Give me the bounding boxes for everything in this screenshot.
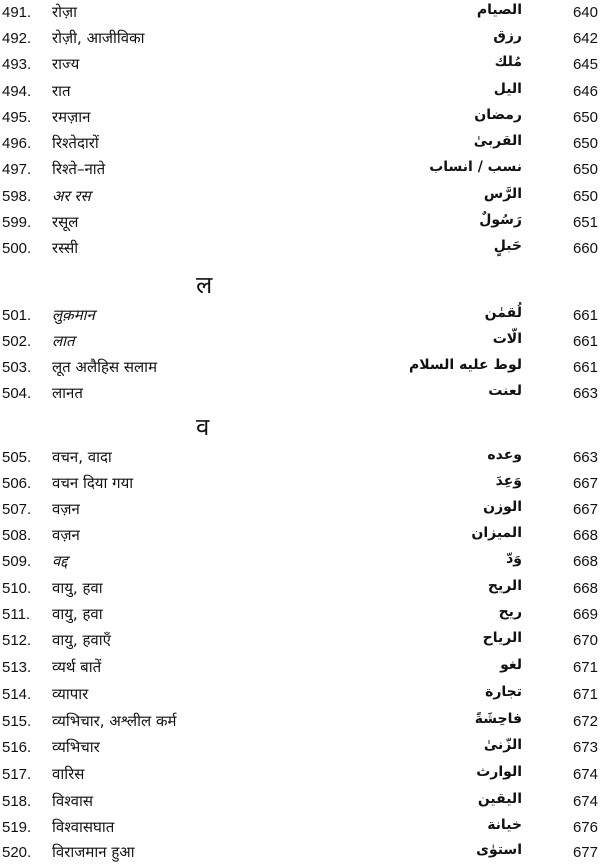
entry-hindi-term: व्यभिचार, अश्लील कर्म	[52, 712, 177, 730]
entry-page-number: 650	[572, 161, 598, 178]
entry-page-number: 667	[572, 501, 598, 518]
entry-arabic-term: القربیٰ	[473, 133, 522, 149]
entry-arabic-term: الیل	[493, 81, 522, 97]
entry-number: 598.	[2, 188, 32, 205]
entry-page-number: 672	[572, 713, 598, 730]
entry-hindi-term: व्यर्थ बातें	[52, 658, 102, 676]
entry-page-number: 667	[572, 475, 598, 492]
entry-hindi-term: लात	[52, 332, 75, 350]
entry-number: 507.	[2, 501, 32, 518]
entry-number: 518.	[2, 793, 32, 810]
entry-hindi-term: राज्य	[52, 55, 80, 73]
entry-row	[0, 133, 600, 159]
entry-arabic-term: الزّنیٰ	[483, 737, 522, 753]
entry-number: 493.	[2, 56, 32, 73]
entry-row	[0, 737, 600, 763]
entry-row	[0, 159, 600, 185]
entry-number: 520.	[2, 844, 32, 861]
entry-number: 505.	[2, 449, 32, 466]
entry-number: 491.	[2, 4, 32, 21]
entry-page-number: 663	[572, 449, 598, 466]
entry-row	[0, 107, 600, 133]
entry-row	[0, 54, 600, 80]
entry-number: 517.	[2, 766, 32, 783]
entry-arabic-term: لوط علیه السلام	[409, 357, 522, 373]
entry-page-number: 677	[572, 844, 598, 861]
entry-arabic-term: لغو	[500, 657, 522, 673]
entry-number: 497.	[2, 161, 32, 178]
entry-page-number: 650	[572, 109, 598, 126]
entry-row	[0, 630, 600, 656]
entry-page-number: 640	[572, 4, 598, 21]
entry-number: 494.	[2, 83, 32, 100]
entry-arabic-term: رزق	[493, 28, 522, 44]
entry-hindi-term: वज़न	[52, 526, 80, 544]
entry-page-number: 676	[572, 819, 598, 836]
entry-row	[0, 817, 600, 843]
entry-row	[0, 2, 600, 28]
entry-hindi-term: रोज़ी, आजीविका	[52, 29, 145, 47]
entry-arabic-term: الریاح	[482, 630, 522, 646]
entry-hindi-term: रसूल	[52, 213, 79, 231]
entry-hindi-term: लुक़मान	[52, 306, 95, 324]
entry-number: 501.	[2, 307, 32, 324]
entry-number: 515.	[2, 713, 32, 730]
entry-number: 492.	[2, 30, 32, 47]
entry-page-number: 646	[572, 83, 598, 100]
entry-row	[0, 238, 600, 264]
entry-row	[0, 657, 600, 683]
entry-number: 506.	[2, 475, 32, 492]
entry-page-number: 661	[572, 307, 598, 324]
entry-row	[0, 764, 600, 790]
entry-number: 504.	[2, 385, 32, 402]
entry-hindi-term: वायु, हवा	[52, 605, 103, 623]
entry-row	[0, 186, 600, 212]
entry-row	[0, 473, 600, 499]
entry-number: 502.	[2, 333, 32, 350]
entry-row	[0, 447, 600, 473]
entry-hindi-term: वद्द	[52, 552, 68, 570]
entry-hindi-term: लूत अलैहिस सलाम	[52, 358, 158, 376]
entry-row	[0, 331, 600, 357]
entry-arabic-term: وعده	[487, 447, 522, 463]
entry-arabic-term: الوزن	[483, 499, 522, 515]
entry-arabic-term: تجارة	[485, 684, 522, 700]
entry-arabic-term: المیزان	[471, 525, 522, 541]
entry-number: 599.	[2, 214, 32, 231]
entry-number: 513.	[2, 659, 32, 676]
entry-number: 511.	[2, 606, 31, 623]
entry-arabic-term: فاحِشَةً	[474, 711, 522, 727]
entry-row	[0, 383, 600, 409]
entry-page-number: 670	[572, 632, 598, 649]
entry-number: 516.	[2, 739, 32, 756]
entry-arabic-term: حَبلٍ	[493, 238, 522, 254]
entry-arabic-term: لُقمٰن	[484, 305, 522, 321]
entry-row	[0, 842, 600, 868]
entry-page-number: 674	[572, 766, 598, 783]
entry-arabic-term: رمضان	[474, 107, 522, 123]
entry-row	[0, 525, 600, 551]
entry-arabic-term: الّات	[492, 331, 522, 347]
entry-hindi-term: विराजमान हुआ	[52, 843, 135, 861]
section-heading-la: ल	[196, 271, 213, 299]
entry-hindi-term: अर रस	[52, 187, 91, 205]
entry-hindi-term: रोज़ा	[52, 3, 78, 21]
entry-hindi-term: रमज़ान	[52, 108, 91, 126]
entry-number: 496.	[2, 135, 32, 152]
entry-row	[0, 499, 600, 525]
entry-page-number: 671	[572, 686, 598, 703]
entry-arabic-term: وَعِدَ	[495, 473, 522, 489]
entry-row	[0, 357, 600, 383]
entry-arabic-term: الصيام	[476, 2, 522, 18]
entry-number: 508.	[2, 527, 32, 544]
entry-number: 495.	[2, 109, 32, 126]
entry-page-number: 673	[572, 739, 598, 756]
entry-number: 512.	[2, 632, 32, 649]
entry-row	[0, 791, 600, 817]
entry-row	[0, 604, 600, 630]
entry-hindi-term: व्यापार	[52, 685, 89, 703]
entry-page-number: 645	[572, 56, 598, 73]
entry-row	[0, 305, 600, 331]
entry-row	[0, 578, 600, 604]
entry-hindi-term: वचन, वादा	[52, 448, 112, 466]
entry-arabic-term: الیقین	[477, 791, 522, 807]
entry-page-number: 661	[572, 359, 598, 376]
entry-page-number: 661	[572, 333, 598, 350]
entry-page-number: 668	[572, 527, 598, 544]
entry-hindi-term: वज़न	[52, 500, 80, 518]
entry-hindi-term: वायु, हवा	[52, 579, 103, 597]
entry-number: 500.	[2, 240, 32, 257]
entry-arabic-term: الوارث	[476, 764, 522, 780]
entry-page-number: 650	[572, 135, 598, 152]
entry-hindi-term: लानत	[52, 384, 83, 402]
entry-arabic-term: مُلك	[494, 54, 522, 70]
entry-row	[0, 212, 600, 238]
entry-arabic-term: رَسُولٌ	[479, 212, 522, 228]
entry-hindi-term: रिश्तेदारों	[52, 134, 99, 152]
entry-hindi-term: वारिस	[52, 765, 85, 783]
entry-page-number: 642	[572, 30, 598, 47]
entry-row	[0, 551, 600, 577]
entry-page-number: 674	[572, 793, 598, 810]
entry-row	[0, 711, 600, 737]
entry-arabic-term: لعنت	[488, 383, 522, 399]
entry-page-number: 669	[572, 606, 598, 623]
entry-number: 510.	[2, 580, 32, 597]
entry-page-number: 668	[572, 553, 598, 570]
entry-number: 519.	[2, 819, 32, 836]
entry-hindi-term: व्यभिचार	[52, 738, 100, 756]
entry-page-number: 668	[572, 580, 598, 597]
entry-hindi-term: रात	[52, 82, 71, 100]
entry-page-number: 663	[572, 385, 598, 402]
entry-hindi-term: रस्सी	[52, 239, 79, 257]
entry-page-number: 671	[572, 659, 598, 676]
entry-number: 503.	[2, 359, 32, 376]
entry-hindi-term: वायु, हवाएँ	[52, 631, 111, 649]
entry-hindi-term: विश्वासघात	[52, 818, 115, 836]
entry-arabic-term: نسب / انساب	[429, 159, 522, 175]
entry-page-number: 650	[572, 188, 598, 205]
entry-number: 509.	[2, 553, 32, 570]
entry-arabic-term: الریح	[487, 578, 522, 594]
entry-arabic-term: ریح	[498, 604, 522, 620]
entry-arabic-term: وَدّ	[506, 551, 522, 567]
entry-arabic-term: الرَّس	[483, 186, 522, 202]
entry-hindi-term: रिश्ते–नाते	[52, 160, 106, 178]
entry-hindi-term: वचन दिया गया	[52, 474, 134, 492]
entry-number: 514.	[2, 686, 32, 703]
entry-arabic-term: خیانة	[487, 817, 522, 833]
entry-hindi-term: विश्वास	[52, 792, 93, 810]
entry-row	[0, 81, 600, 107]
entry-page-number: 660	[572, 240, 598, 257]
entry-row	[0, 684, 600, 710]
section-heading-va: व	[196, 413, 210, 441]
entry-page-number: 651	[572, 214, 598, 231]
entry-arabic-term: استوٰی	[476, 842, 522, 858]
entry-row	[0, 28, 600, 54]
